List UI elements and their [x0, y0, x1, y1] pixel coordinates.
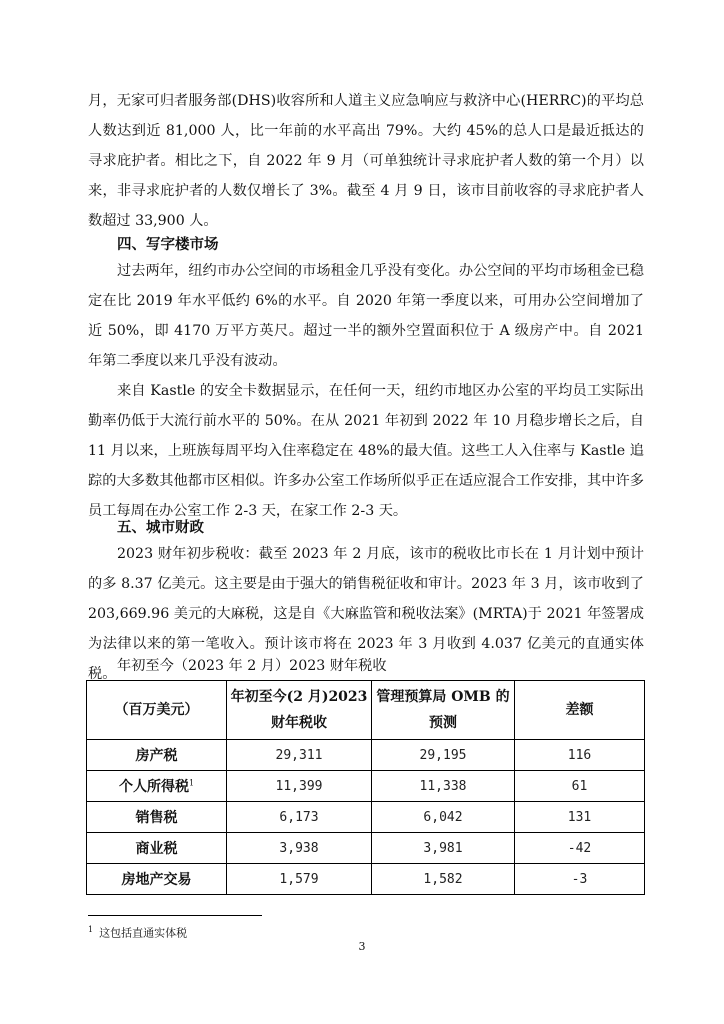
omb-value: 6,042 [372, 802, 515, 833]
omb-value: 29,195 [372, 740, 515, 771]
difference-value: 61 [515, 771, 645, 802]
table-header-row [87, 681, 645, 740]
heading-city-finance: 五、城市财政 [117, 519, 204, 536]
row-label: 房地产交易 [87, 864, 227, 895]
row-label: 房产税 [87, 740, 227, 771]
omb-value: 3,981 [372, 833, 515, 864]
paragraph-tax-revenue: 2023 财年初步税收：截至 2023 年 2 月底，该市的税收比市长在 1 月计划中预计的多 8.37 亿美元。这主要是由于强大的销售税征收和审计。2023 年 3 月，该市收到了 203,669.96 美元的大麻税，这是自《大麻监管和税收法案》(MRTA)于 2021 年签署成为法律以来的第一笔收入。预计该市将在 2023 年 3 月收到 4.037 亿美元的直通实体税。 [88, 546, 644, 682]
footnote-divider [88, 915, 262, 916]
footnote [88, 922, 187, 942]
table-row [87, 771, 645, 802]
difference-value: -42 [515, 833, 645, 864]
row-label: 个人所得税$^1$ [87, 771, 227, 802]
ytd-value: 29,311 [227, 740, 372, 771]
difference-value: 131 [515, 802, 645, 833]
heading-office-market: 四、写字楼市场 [117, 236, 219, 253]
table-row [87, 833, 645, 864]
difference-value: -3 [515, 864, 645, 895]
ytd-value: 6,173 [227, 802, 372, 833]
ytd-value: 11,399 [227, 771, 372, 802]
header-unit: （百万美元） [87, 681, 227, 740]
footnote-text: 这包括直通实体税 [99, 926, 188, 940]
omb-value: 11,338 [372, 771, 515, 802]
row-label: 商业税 [87, 833, 227, 864]
tax-revenue-table [86, 680, 645, 895]
table-row [87, 740, 645, 771]
table-row [87, 864, 645, 895]
omb-value: 1,582 [372, 864, 515, 895]
ytd-value: 1,579 [227, 864, 372, 895]
paragraph-shelter: 月，无家可归者服务部(DHS)收容所和人道主义应急响应与救济中心(HERRC)的平均总人数达到近 81,000 人，比一年前的水平高出 79%。大约 45%的总人口是最近抵达的寻求庇护者。相比之下，自 2022 年 9 月（可单独统计寻求庇护者人数的第一个月）以来，非寻求庇护者的人数仅增长了 3%。截至 4 月 9 日，该市目前收容的寻求庇护者人数超过 33,900 人。 [88, 93, 644, 229]
paragraph-kastle: 来自 Kastle 的安全卡数据显示，在任何一天，纽约市地区办公室的平均员工实际出勤率仍低于大流行前水平的 50%。在从 2021 年初到 2022 年 10 月稳步增长之后，自 11 月以来，上班族每周平均入住率稳定在 48%的最大值。这些工人入住率与 Kastle 追踪的大多数其他都市区相似。许多办公室工作场所似乎正在适应混合工作安排，其中许多员工每周在办公室工作 2-3 天，在家工作 2-3 天。 [88, 383, 644, 519]
ytd-value: 3,938 [227, 833, 372, 864]
row-label: 销售税 [87, 802, 227, 833]
table-row [87, 802, 645, 833]
footnote-ref: 1 [188, 778, 195, 788]
table-caption: 年初至今（2023 年 2 月）2023 财年税收 [117, 658, 387, 674]
header-omb: 管理预算局 OMB 的预测 [372, 681, 515, 740]
paragraph-office-rent: 过去两年，纽约市办公空间的市场租金几乎没有变化。办公空间的平均市场租金已稳定在比 2019 年水平低约 6%的水平。自 2020 年第一季度以来，可用办公空间增加了近 50%，即 4170 万平方英尺。超过一半的额外空置面积位于 A 级房产中。自 2021 年第二季度以来几乎没有波动。 [88, 263, 644, 369]
header-difference: 差额 [515, 681, 645, 740]
difference-value: 116 [515, 740, 645, 771]
footnote-mark: 1 [88, 925, 94, 934]
page-number: 3 [358, 940, 366, 953]
header-ytd: 年初至今(2 月)2023 财年税收 [227, 681, 372, 740]
